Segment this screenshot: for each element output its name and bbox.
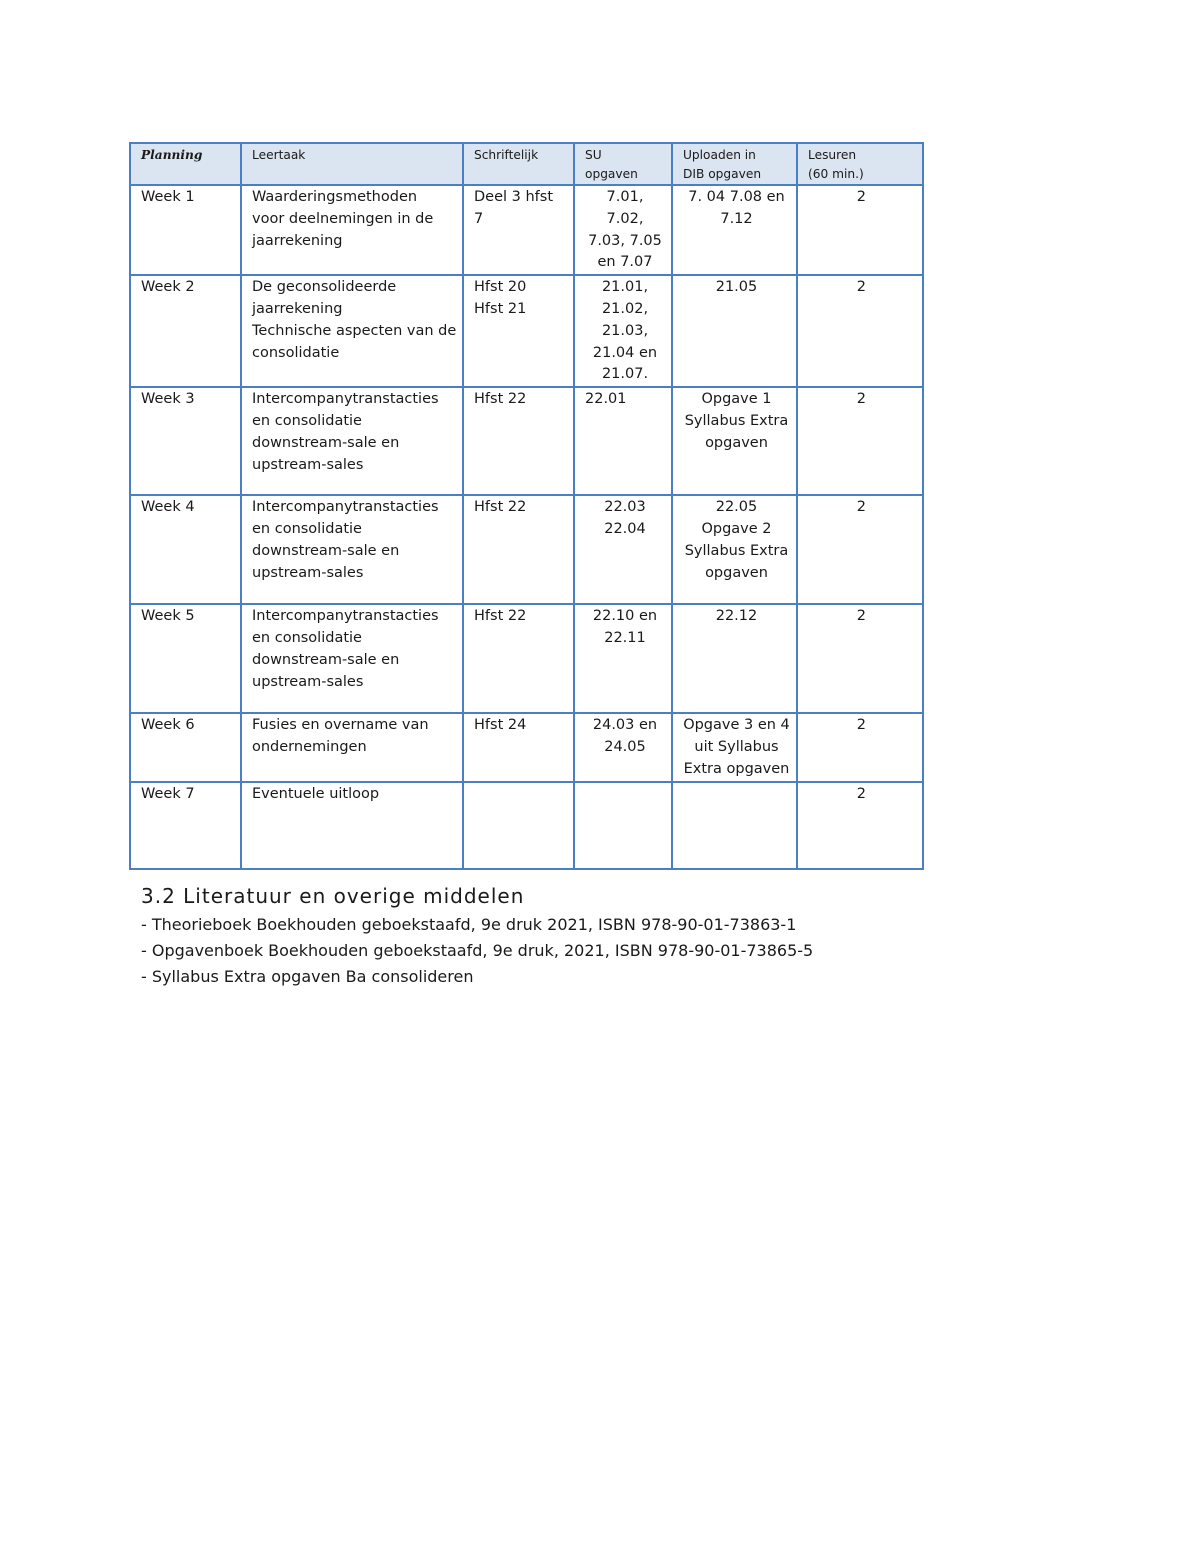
cell-uploaden <box>672 495 797 604</box>
cell-su-opgaven-line: 7.01, <box>606 189 644 205</box>
cell-su-opgaven <box>574 713 672 781</box>
cell-leertaak-line: downstream-sale en <box>252 542 400 559</box>
cell-uploaden-line: opgaven <box>705 564 768 581</box>
cell-week <box>130 185 241 275</box>
cell-leertaak-line: consolidatie <box>252 344 340 361</box>
cell-leertaak-line: jaarrekening <box>252 300 343 317</box>
cell-uploaden-line: 7.12 <box>720 210 753 227</box>
table-row <box>130 782 923 869</box>
cell-lesuren <box>797 495 923 604</box>
cell-week-text: Week 1 <box>141 189 195 205</box>
cell-leertaak-line: Intercompanytranstacties <box>252 608 439 625</box>
cell-su-opgaven-line: 24.03 en <box>592 717 658 734</box>
cell-schriftelijk-line: Hfst 22 <box>474 608 527 625</box>
cell-uploaden <box>672 185 797 275</box>
header-lesuren: Lesuren (60 min.) <box>797 143 923 185</box>
planning-table <box>129 142 924 870</box>
cell-su-opgaven-line: 22.03 <box>604 499 646 516</box>
cell-leertaak <box>241 185 463 275</box>
cell-schriftelijk-line: Hfst 24 <box>474 717 527 734</box>
literature-section <box>141 882 1041 990</box>
cell-su-opgaven-line: 21.07. <box>601 366 649 383</box>
cell-su-opgaven <box>574 275 672 387</box>
cell-schriftelijk-line: Hfst 22 <box>474 391 527 408</box>
cell-su-opgaven-line: 22.01 <box>585 391 627 408</box>
cell-schriftelijk <box>463 275 574 387</box>
cell-uploaden-line: Opgave 2 <box>701 520 772 537</box>
cell-su-opgaven-line: 24.05 <box>604 738 646 755</box>
cell-lesuren <box>797 185 923 275</box>
cell-uploaden-line: 22.12 <box>715 608 758 625</box>
cell-lesuren-text: 2 <box>856 499 866 516</box>
cell-week-text: Week 4 <box>141 499 195 516</box>
cell-schriftelijk-line: Hfst 20 <box>474 279 527 296</box>
cell-uploaden-line: 21.05 <box>715 279 758 296</box>
cell-leertaak-line: upstream-sales <box>252 456 364 473</box>
cell-lesuren <box>797 387 923 495</box>
cell-su-opgaven <box>574 495 672 604</box>
cell-su-opgaven <box>574 185 672 275</box>
cell-leertaak-line: Fusies en overname van <box>252 717 429 734</box>
cell-leertaak-line: en consolidatie <box>252 520 362 537</box>
cell-leertaak-line: en consolidatie <box>252 412 362 429</box>
cell-su-opgaven <box>574 387 672 495</box>
cell-su-opgaven-line: 22.11 <box>604 629 646 646</box>
cell-su-opgaven-line: 7.03, 7.05 <box>588 232 662 249</box>
cell-schriftelijk-line: Deel 3 hfst <box>474 189 554 205</box>
cell-leertaak <box>241 275 463 387</box>
list-item: - Theorieboek Boekhouden geboekstaafd, 9e druk 2021, ISBN 978-90-01-73863-1 <box>141 915 797 934</box>
table-row <box>130 387 923 495</box>
cell-uploaden-line: opgaven <box>705 434 768 451</box>
cell-week <box>130 604 241 713</box>
cell-week <box>130 275 241 387</box>
cell-leertaak <box>241 713 463 781</box>
header-uploaden-dib: Uploaden in DIB opgaven <box>672 143 797 185</box>
cell-leertaak <box>241 495 463 604</box>
cell-schriftelijk <box>463 387 574 495</box>
cell-su-opgaven-line: 21.04 en <box>592 344 658 361</box>
cell-leertaak <box>241 387 463 495</box>
cell-uploaden-line: Opgave 3 en 4 <box>683 717 790 734</box>
cell-leertaak-line: De geconsolideerde <box>252 279 397 296</box>
cell-leertaak <box>241 782 463 869</box>
cell-uploaden-line: 7. 04 7.08 en <box>688 189 785 205</box>
list-item: - Syllabus Extra opgaven Ba consolideren <box>141 967 474 986</box>
table-row <box>130 185 923 275</box>
cell-lesuren-text: 2 <box>856 391 866 408</box>
cell-su-opgaven-line: 7.02, <box>606 210 644 227</box>
table-row <box>130 275 923 387</box>
cell-leertaak-line: upstream-sales <box>252 673 364 690</box>
cell-su-opgaven-line: 21.02, <box>601 300 649 317</box>
cell-week <box>130 713 241 781</box>
cell-leertaak-line: Technische aspecten van de <box>252 322 457 339</box>
table-row <box>130 713 923 781</box>
cell-uploaden-line: Opgave 1 <box>701 391 772 408</box>
cell-leertaak-line: jaarrekening <box>252 232 343 249</box>
cell-week <box>130 495 241 604</box>
header-schriftelijk: Schriftelijk <box>463 143 574 185</box>
cell-lesuren-text: 2 <box>856 608 866 625</box>
table-body <box>130 185 923 869</box>
cell-su-opgaven-line: 21.01, <box>601 279 649 296</box>
cell-uploaden <box>672 713 797 781</box>
cell-schriftelijk-line: Hfst 22 <box>474 499 527 516</box>
cell-uploaden-line: 22.05 <box>715 499 758 516</box>
list-item: - Opgavenboek Boekhouden geboekstaafd, 9e druk, 2021, ISBN 978-90-01-73865-5 <box>141 941 814 960</box>
cell-su-opgaven-line: 22.10 en <box>592 608 658 625</box>
section-heading: 3.2 Literatuur en overige middelen <box>141 884 525 908</box>
cell-lesuren <box>797 713 923 781</box>
cell-leertaak-line: Eventuele uitloop <box>252 785 380 802</box>
literature-list <box>141 912 1041 990</box>
cell-week-text: Week 2 <box>141 279 195 296</box>
cell-lesuren-text: 2 <box>856 717 866 734</box>
cell-schriftelijk <box>463 495 574 604</box>
cell-su-opgaven <box>574 604 672 713</box>
cell-uploaden-line: uit Syllabus <box>694 738 779 755</box>
cell-uploaden <box>672 275 797 387</box>
cell-leertaak-line: Waarderingsmethoden <box>252 189 418 205</box>
table-row <box>130 495 923 604</box>
cell-uploaden <box>672 782 797 869</box>
cell-su-opgaven-line: 22.04 <box>604 520 646 537</box>
cell-lesuren <box>797 275 923 387</box>
cell-week-text: Week 5 <box>141 608 195 625</box>
cell-su-opgaven-line: 21.03, <box>601 322 649 339</box>
cell-lesuren <box>797 604 923 713</box>
header-planning: Planning <box>130 143 241 185</box>
cell-uploaden <box>672 387 797 495</box>
cell-leertaak-line: downstream-sale en <box>252 434 400 451</box>
cell-leertaak-line: en consolidatie <box>252 629 362 646</box>
cell-week <box>130 387 241 495</box>
table-row <box>130 604 923 713</box>
cell-schriftelijk <box>463 185 574 275</box>
cell-leertaak-line: ondernemingen <box>252 738 367 755</box>
cell-lesuren-text: 2 <box>856 189 866 205</box>
cell-uploaden-line: Extra opgaven <box>683 760 790 777</box>
cell-uploaden-line: Syllabus Extra <box>684 412 789 429</box>
cell-leertaak-line: downstream-sale en <box>252 651 400 668</box>
cell-leertaak-line: voor deelnemingen in de <box>252 210 434 227</box>
cell-week-text: Week 6 <box>141 717 195 734</box>
cell-week <box>130 782 241 869</box>
cell-schriftelijk-line: Hfst 21 <box>474 300 527 317</box>
cell-schriftelijk-line: 7 <box>474 210 484 227</box>
cell-schriftelijk <box>463 713 574 781</box>
cell-schriftelijk <box>463 604 574 713</box>
cell-schriftelijk <box>463 782 574 869</box>
cell-week-text: Week 3 <box>141 391 195 408</box>
cell-leertaak <box>241 604 463 713</box>
header-su-opgaven: SU opgaven <box>574 143 672 185</box>
cell-week-text: Week 7 <box>141 785 195 802</box>
cell-uploaden-line: Syllabus Extra <box>684 542 789 559</box>
cell-leertaak-line: upstream-sales <box>252 564 364 581</box>
header-leertaak: Leertaak <box>241 143 463 185</box>
cell-uploaden <box>672 604 797 713</box>
cell-leertaak-line: Intercompanytranstacties <box>252 391 439 408</box>
table-header-row <box>130 143 923 185</box>
cell-su-opgaven-line: en 7.07 <box>597 254 653 271</box>
cell-lesuren <box>797 782 923 869</box>
cell-su-opgaven <box>574 782 672 869</box>
cell-lesuren-text: 2 <box>856 785 866 802</box>
cell-lesuren-text: 2 <box>856 279 866 296</box>
cell-leertaak-line: Intercompanytranstacties <box>252 499 439 516</box>
